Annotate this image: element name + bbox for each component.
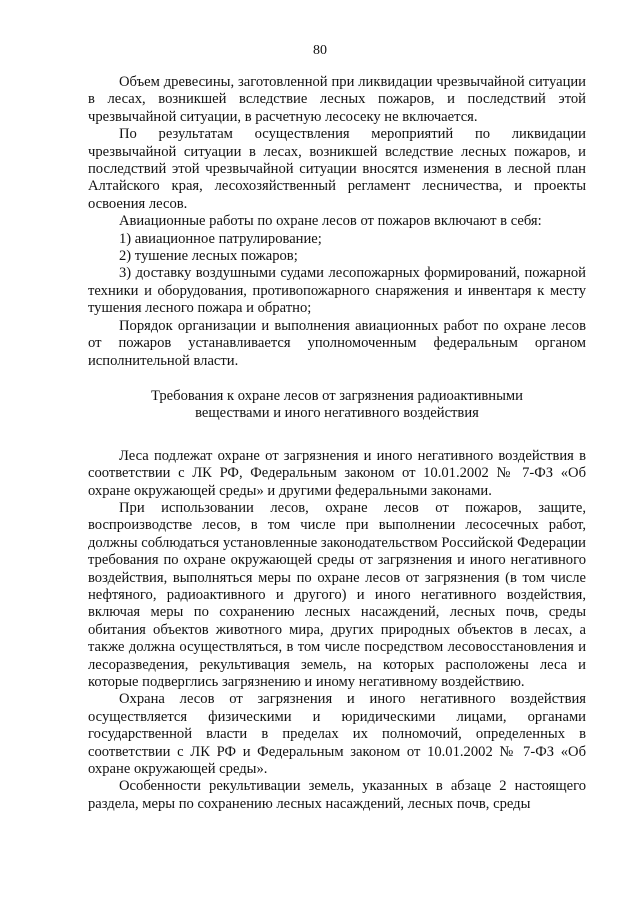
list-item-patrol: 1) авиационное патрулирование; xyxy=(119,230,322,247)
list-item-delivery: 3) доставку воздушными судами лесопожарных формирований, пожарной техники и оборудования, противопожарного снаряжения и инвентаря к месту тушения лесного пожара и обратно; xyxy=(88,265,586,317)
page-content xyxy=(88,74,586,813)
paragraph-recultivation: Особенности рекультивации земель, указанных в абзаце 2 настоящего раздела, меры по сохранению лесных насаждений, лесных почв, среды xyxy=(88,778,586,812)
page-number: 80 xyxy=(313,43,327,58)
paragraph-emergency-results: По результатам осуществления мероприятий по ликвидации чрезвычайной ситуации в лесах, возникшей вследствие лесных пожаров, и последствий этой чрезвычайной ситуации вносятся изменения в лесной план Алтайского края, лесохозяйственный регламент лесничества, и проекты освоения лесов. xyxy=(88,126,586,212)
paragraph-forest-use-requirements: При использовании лесов, охране лесов от пожаров, защите, воспроизводстве лесов, в том числе при выполнении лесосечных работ, должны соблюдаться установленные законодательством Российской Федерации требования по охране окружающей среды от загрязнения и иного негативного воздействия, выполняться меры по охране лесов от загрязнения (в том числе нефтяного, радиоактивного и другого) и иного негативного воздействия, включая меры по сохранению лесных насаждений, лесных почв, среды обитания объектов животного мира, других природных объектов в лесах, а также должна осуществляться, в том числе посредством лесовосстановления и лесоразведения, рекультивация земель, на которых расположены леса и которые подверглись загрязнению и иному негативному воздействию. xyxy=(88,499,586,690)
section-heading: Требования к охране лесов от загрязнения радиоактивными веществами и иного негативного воздействия xyxy=(151,387,523,422)
paragraph-aviation-works: Авиационные работы по охране лесов от пожаров включают в себя: xyxy=(119,213,542,230)
paragraph-protection-entities: Охрана лесов от загрязнения и иного негативного воздействия осуществляется физическими и юридическими лицами, органами государственной власти в пределах их полномочий, определенных в соответствии с ЛК РФ и Федеральным законом от 10.01.2002 № 7-ФЗ «Об охране окружающей среды». xyxy=(88,691,586,778)
paragraph-timber-volume: Объем древесины, заготовленной при ликвидации чрезвычайной ситуации в лесах, возникшей вследствие лесных пожаров, и последствий этой чрезвычайной ситуации, в расчетную лесосеку не включается. xyxy=(88,74,586,125)
paragraph-forest-protection: Леса подлежат охране от загрязнения и иного негативного воздействия в соответствии с ЛК РФ, Федеральным законом от 10.01.2002 № 7-ФЗ «Об охране окружающей среды» и другими федеральными законами. xyxy=(88,447,586,499)
paragraph-aviation-procedure: Порядок организации и выполнения авиационных работ по охране лесов от пожаров устанавливается уполномоченным федеральным органом исполнительной власти. xyxy=(88,317,586,369)
list-item-firefighting: 2) тушение лесных пожаров; xyxy=(119,248,298,265)
